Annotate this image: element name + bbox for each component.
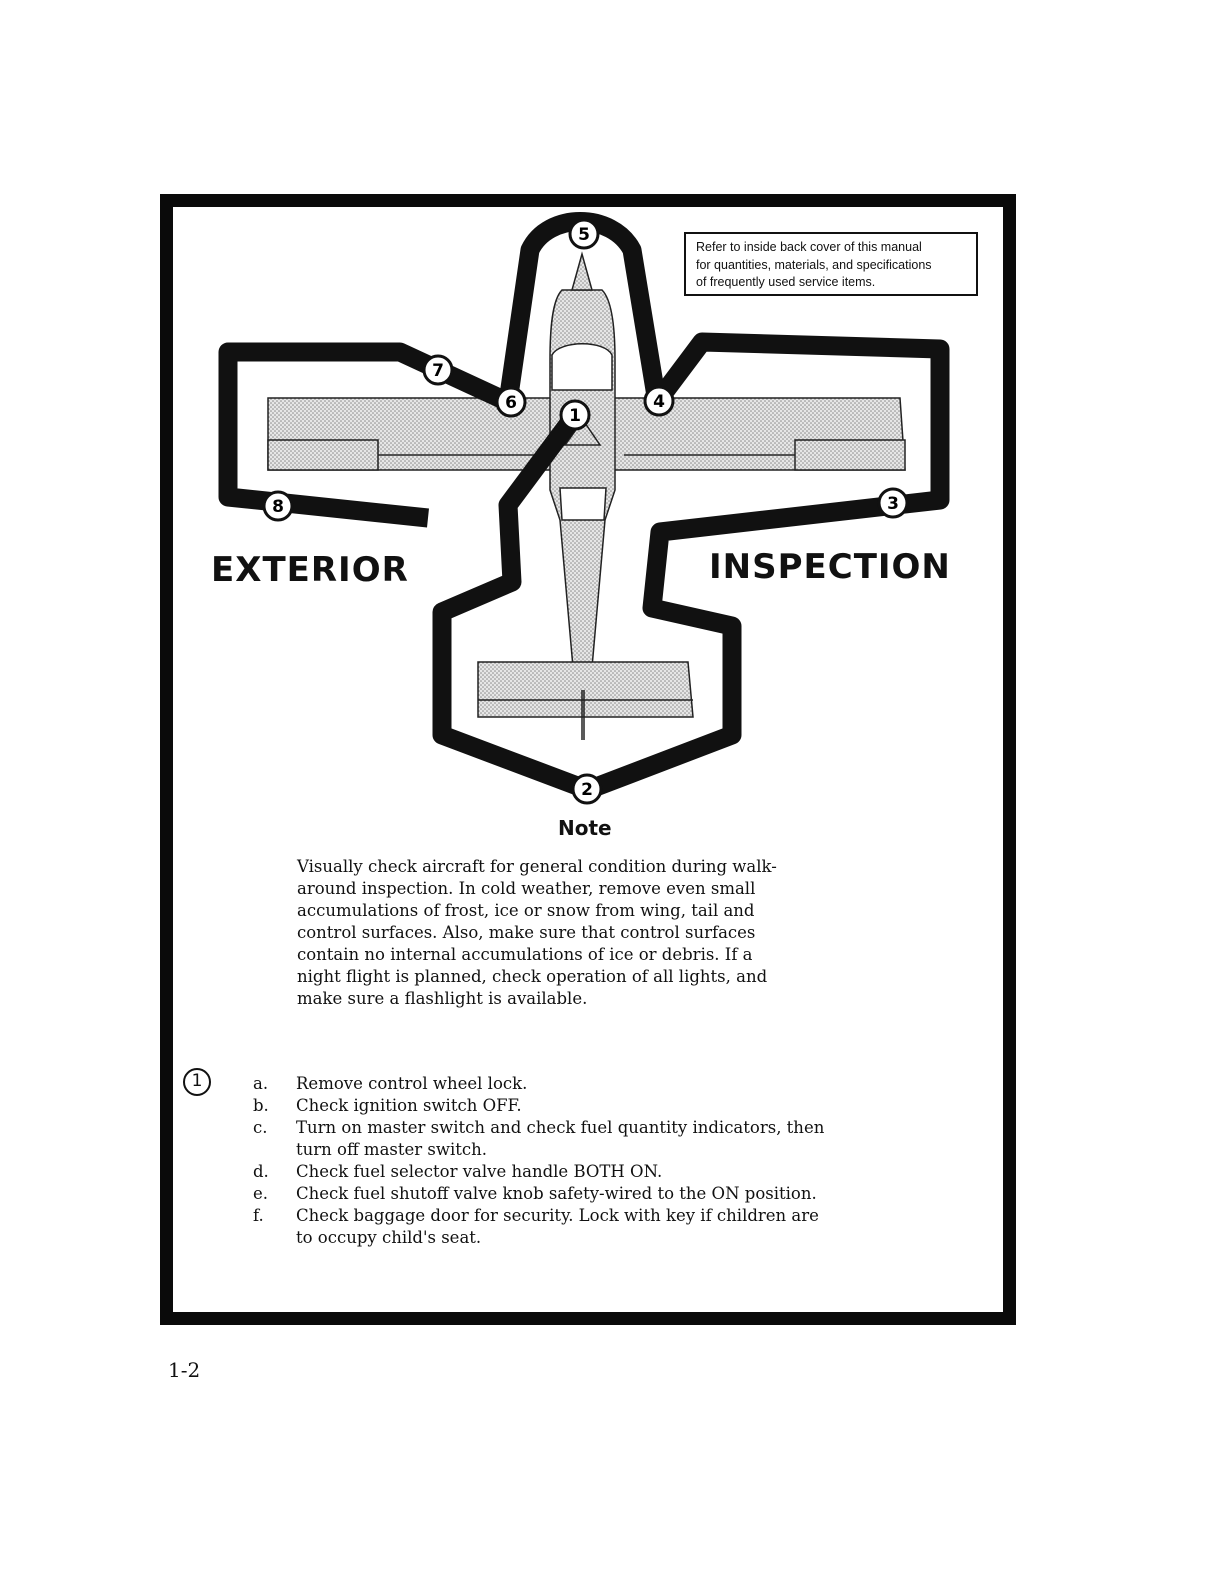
note-line: night flight is planned, check operation of all lights, and xyxy=(297,967,768,986)
marker-3-icon xyxy=(879,489,907,517)
item-letter: a. xyxy=(253,1074,269,1093)
checklist-item xyxy=(253,1117,953,1139)
reference-line: of frequently used service items. xyxy=(696,275,876,289)
svg-text:5: 5 xyxy=(578,225,590,245)
svg-text:3: 3 xyxy=(887,494,899,514)
title-inspection: INSPECTION xyxy=(709,547,951,587)
item-text: to occupy child's seat. xyxy=(296,1228,482,1247)
note-line: make sure a flashlight is available. xyxy=(297,989,588,1008)
marker-5-icon xyxy=(570,220,598,248)
checklist-item-continued xyxy=(253,1139,953,1161)
svg-text:4: 4 xyxy=(653,392,665,412)
step-number-icon: 1 xyxy=(183,1068,211,1096)
reference-line: for quantities, materials, and specifications xyxy=(696,257,932,272)
item-text: turn off master switch. xyxy=(296,1140,488,1159)
svg-text:7: 7 xyxy=(432,361,444,381)
item-letter: f. xyxy=(253,1206,264,1225)
checklist-item xyxy=(253,1205,953,1227)
svg-text:1: 1 xyxy=(569,406,581,426)
checklist-item xyxy=(253,1073,953,1095)
item-letter: b. xyxy=(253,1096,269,1115)
checklist-item xyxy=(253,1183,953,1205)
note-body xyxy=(297,856,867,1010)
svg-text:6: 6 xyxy=(505,393,517,413)
item-text: Check baggage door for security. Lock with key if children are xyxy=(296,1206,819,1225)
marker-6-icon xyxy=(497,388,525,416)
step-checklist xyxy=(253,1073,953,1249)
checklist-item xyxy=(253,1095,953,1117)
checklist-item-continued xyxy=(253,1227,953,1249)
reference-line: Refer to inside back cover of this manual xyxy=(696,240,922,254)
note-line: accumulations of frost, ice or snow from wing, tail and xyxy=(297,901,755,920)
item-text: Check ignition switch OFF. xyxy=(296,1096,522,1115)
note-line: around inspection. In cold weather, remove even small xyxy=(297,879,756,898)
svg-text:2: 2 xyxy=(581,780,593,800)
title-exterior: EXTERIOR xyxy=(211,550,409,590)
note-line: control surfaces. Also, make sure that control surfaces xyxy=(297,923,756,942)
item-text: Check fuel selector valve handle BOTH ON. xyxy=(296,1162,663,1181)
item-text: Check fuel shutoff valve knob safety-wired to the ON position. xyxy=(296,1184,817,1203)
note-line: contain no internal accumulations of ice or debris. If a xyxy=(297,945,753,964)
svg-text:8: 8 xyxy=(272,497,284,517)
checklist-item xyxy=(253,1161,953,1183)
marker-8-icon xyxy=(264,492,292,520)
item-letter: e. xyxy=(253,1184,269,1203)
reference-box xyxy=(684,232,978,296)
item-text: Turn on master switch and check fuel quantity indicators, then xyxy=(296,1118,825,1137)
note-heading: Note xyxy=(558,816,612,840)
item-text: Remove control wheel lock. xyxy=(296,1074,528,1093)
marker-7-icon xyxy=(424,356,452,384)
marker-4-icon xyxy=(645,387,673,415)
item-letter: d. xyxy=(253,1162,269,1181)
page-number: 1-2 xyxy=(168,1358,201,1382)
item-letter: c. xyxy=(253,1118,268,1137)
note-line: Visually check aircraft for general condition during walk- xyxy=(297,857,777,876)
marker-2-icon xyxy=(573,775,601,803)
aircraft-top-view xyxy=(268,254,905,740)
marker-1-icon xyxy=(561,401,589,429)
